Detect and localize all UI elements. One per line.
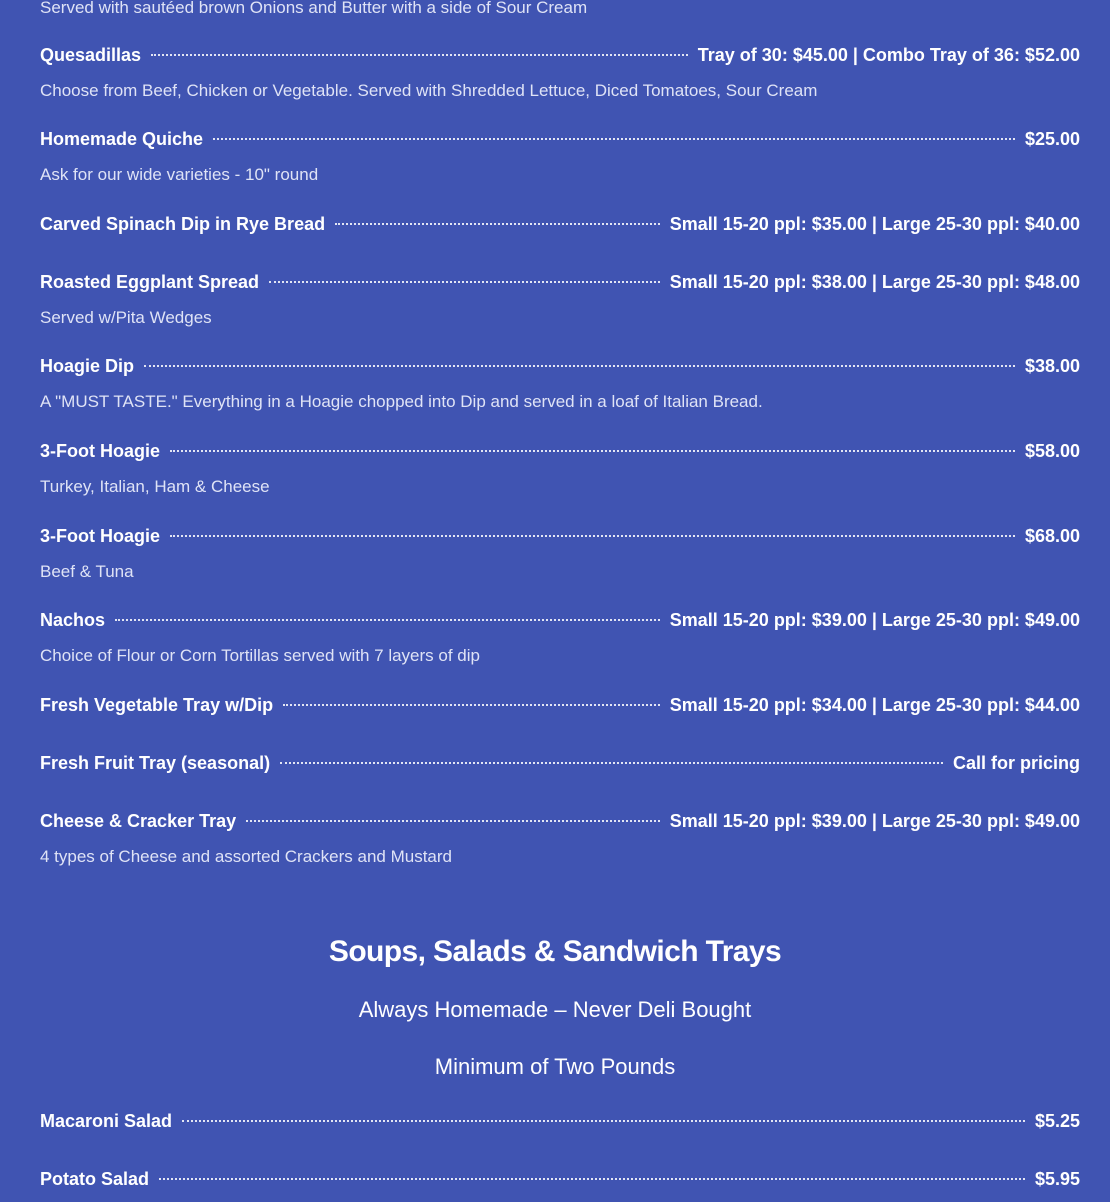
item-price: $38.00 — [1024, 356, 1080, 376]
item-description: Choice of Flour or Corn Tortillas served with 7 layers of dip — [40, 646, 480, 665]
item-price: Small 15-20 ppl: $39.00 | Large 25-30 ppl: $49.00 — [669, 811, 1080, 831]
menu-item-macaroni-salad — [40, 1109, 1080, 1133]
item-description: Turkey, Italian, Ham & Cheese — [40, 477, 270, 496]
leader-dots — [269, 281, 660, 283]
item-name: Fresh Fruit Tray (seasonal) — [40, 753, 271, 773]
menu-item-eggplant-spread — [40, 270, 1080, 329]
leader-dots — [144, 365, 1015, 367]
leader-dots — [182, 1120, 1025, 1122]
item-price: $25.00 — [1024, 129, 1080, 149]
item-description: Served w/Pita Wedges — [40, 308, 212, 327]
menu-item-vegetable-tray — [40, 693, 1080, 717]
item-name: Hoagie Dip — [40, 356, 135, 376]
leader-dots — [159, 1178, 1025, 1180]
item-price: Small 15-20 ppl: $34.00 | Large 25-30 ppl: $44.00 — [669, 695, 1080, 715]
menu-item-potato-salad — [40, 1167, 1080, 1191]
section-note: Minimum of Two Pounds — [434, 1054, 676, 1079]
item-description: Served with sautéed brown Onions and Butter with a side of Sour Cream — [40, 0, 588, 17]
item-name: 3-Foot Hoagie — [40, 441, 160, 461]
item-price: $58.00 — [1024, 441, 1080, 461]
item-name: Homemade Quiche — [40, 129, 204, 149]
leader-dots — [115, 619, 660, 621]
menu-item-hoagie-dip — [40, 354, 1080, 413]
section-subtitle: Always Homemade – Never Deli Bought — [358, 997, 752, 1022]
leader-dots — [151, 54, 688, 56]
section-heading: Soups, Salads & Sandwich Trays — [328, 935, 782, 968]
menu-item-nachos — [40, 608, 1080, 667]
menu-item-quesadillas — [40, 43, 1080, 102]
menu-item-3-foot-hoagie-a — [40, 439, 1080, 498]
item-price: Small 15-20 ppl: $35.00 | Large 25-30 ppl: $40.00 — [669, 214, 1080, 234]
leader-dots — [246, 820, 660, 822]
item-name: Roasted Eggplant Spread — [40, 272, 260, 292]
item-description: Choose from Beef, Chicken or Vegetable. Served with Shredded Lettuce, Diced Tomatoes, Sour Cream — [40, 81, 818, 100]
item-price: Small 15-20 ppl: $38.00 | Large 25-30 ppl: $48.00 — [669, 272, 1080, 292]
leader-dots — [280, 762, 943, 764]
leader-dots — [335, 223, 660, 225]
item-name: Nachos — [40, 610, 106, 630]
leader-dots — [283, 704, 660, 706]
menu-item-cheese-cracker-tray — [40, 809, 1080, 868]
item-name: Carved Spinach Dip in Rye Bread — [40, 214, 326, 234]
item-name: Cheese & Cracker Tray — [40, 811, 237, 831]
item-price: $68.00 — [1024, 526, 1080, 546]
item-name: 3-Foot Hoagie — [40, 526, 160, 546]
item-description: 4 types of Cheese and assorted Crackers and Mustard — [40, 847, 452, 866]
leader-dots — [213, 138, 1015, 140]
item-price: $5.25 — [1034, 1111, 1080, 1131]
item-price: Tray of 30: $45.00 | Combo Tray of 36: $52.00 — [697, 45, 1080, 65]
menu-item-fruit-tray — [40, 751, 1080, 775]
item-price: $5.95 — [1034, 1169, 1080, 1189]
menu-item-3-foot-hoagie-b — [40, 524, 1080, 583]
item-price: Call for pricing — [952, 753, 1080, 773]
leader-dots — [170, 535, 1015, 537]
item-description: A "MUST TASTE." Everything in a Hoagie chopped into Dip and served in a loaf of Italian Bread. — [40, 392, 763, 411]
menu-item-homemade-quiche — [40, 127, 1080, 186]
item-name: Macaroni Salad — [40, 1111, 173, 1131]
item-description: Ask for our wide varieties - 10" round — [40, 165, 319, 184]
item-name: Quesadillas — [40, 45, 142, 65]
item-name: Fresh Vegetable Tray w/Dip — [40, 695, 274, 715]
item-price: Small 15-20 ppl: $39.00 | Large 25-30 ppl: $49.00 — [669, 610, 1080, 630]
item-name: Potato Salad — [40, 1169, 150, 1189]
menu-item-spinach-dip — [40, 212, 1080, 236]
leader-dots — [170, 450, 1015, 452]
item-description: Beef & Tuna — [40, 562, 134, 581]
